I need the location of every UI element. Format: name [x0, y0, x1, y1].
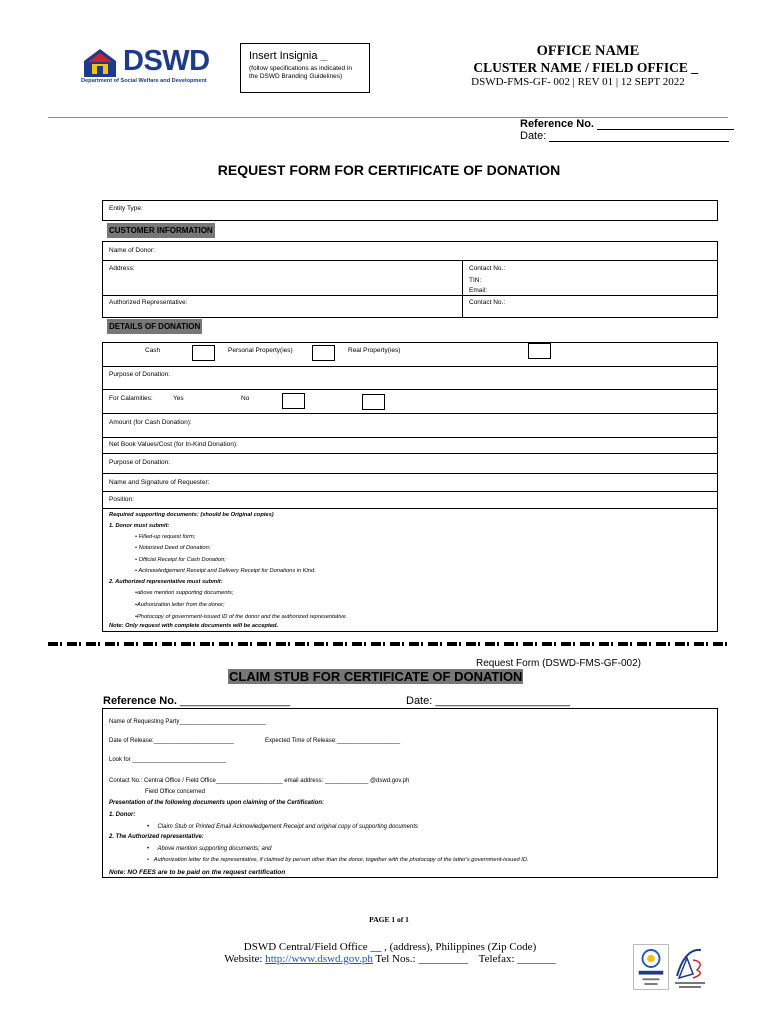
- footer-line-2: [200, 953, 580, 965]
- date-input[interactable]: [549, 141, 729, 142]
- requirements-note: Note: Only request with complete documents will be accepted.: [109, 623, 279, 629]
- section-customer-information: CUSTOMER INFORMATION: [107, 223, 215, 238]
- expected-time-field[interactable]: Expected Time of Release:___________________: [265, 738, 401, 744]
- address-label: Address:: [109, 265, 135, 272]
- tel-nos: Tel Nos.: _________: [375, 953, 468, 965]
- row-divider: [103, 260, 717, 261]
- stub-date-label: Date:: [406, 695, 433, 707]
- cut-line: [48, 642, 732, 646]
- iso-certification-badge-icon: [633, 944, 669, 990]
- rep-heading: 2. The Authorized representative:: [109, 834, 204, 840]
- dswd-emblem-icon: [80, 47, 120, 79]
- entity-type-field[interactable]: [102, 200, 718, 221]
- for-calamities-label: For Calamities:: [109, 395, 153, 402]
- no-label: No: [241, 395, 250, 402]
- email-label: Email:: [469, 287, 488, 294]
- stub-reference-label: Reference No.: [103, 695, 177, 707]
- requesting-party-field[interactable]: Name of Requesting Party__________________________: [109, 719, 267, 725]
- requirements-rep-heading: 2. Authorized representative must submit:: [109, 579, 223, 585]
- calamities-no-checkbox[interactable]: [362, 394, 385, 410]
- row-divider: [103, 389, 717, 390]
- real-property-label: Real Property(ies): [348, 347, 401, 354]
- office-block: [438, 43, 698, 88]
- rep-item: • Authorization letter for the representative, if claimed by person other than the donor, together with the photocopy of the latter's government-issued ID.: [147, 857, 529, 863]
- requirements-title: Required supporting documents: (should be Original copies): [109, 512, 274, 518]
- form-title: REQUEST FORM FOR CERTIFICATE OF DONATION: [217, 162, 561, 178]
- rep-contact-no-label: Contact No.:: [469, 299, 506, 306]
- purpose-2-label: Purpose of Donation:: [109, 459, 171, 466]
- stub-reference: [103, 695, 290, 707]
- column-divider: [462, 260, 463, 317]
- authorized-rep-label: Authorized Representative:: [109, 299, 188, 306]
- insignia-placeholder: [240, 43, 370, 93]
- position-label: Position:: [109, 496, 134, 503]
- insignia-note: (follow specifications as indicated in the DSWD Branding Guidelines): [249, 65, 352, 80]
- net-book-value-label: Net Book Values/Cost (for In-Kind Donation):: [109, 441, 238, 448]
- requirement-item: • Official Receipt for Cash Donation;: [135, 557, 226, 563]
- telefax: Telefax: _______: [478, 953, 556, 965]
- section-details-of-donation: DETAILS OF DONATION: [107, 319, 202, 334]
- donor-name-label: Name of Donor:: [109, 247, 155, 254]
- row-divider: [103, 413, 717, 414]
- website-link[interactable]: http://www.dswd.gov.ph: [265, 953, 373, 965]
- website-label: Website:: [224, 953, 263, 965]
- donor-heading: 1. Donor:: [109, 812, 136, 818]
- reference-block: [520, 118, 734, 142]
- row-divider: [103, 437, 717, 438]
- presentation-heading: Presentation of the following documents upon claiming of the Certification:: [109, 800, 325, 806]
- accreditation-badge-icon: [671, 944, 709, 990]
- row-divider: [103, 366, 717, 367]
- entity-type-label: Entity Type:: [109, 205, 143, 212]
- stub-date: [406, 695, 570, 707]
- calamities-yes-checkbox[interactable]: [282, 393, 305, 409]
- personal-property-label: Personal Property(ies): [228, 347, 293, 354]
- row-divider: [103, 491, 717, 492]
- requirement-item: • Acknowledgement Receipt and Delivery Receipt for Donations in Kind.: [135, 568, 316, 574]
- name-signature-label: Name and Signature of Requester:: [109, 479, 210, 486]
- requirement-item: •Authorization letter from the donor;: [135, 602, 225, 608]
- donation-details-table: [102, 342, 718, 632]
- no-fees-note: Note: NO FEES are to be paid on the request certification: [109, 869, 286, 876]
- cash-label: Cash: [145, 347, 161, 354]
- contact-no-label: Contact No.:: [469, 265, 506, 272]
- row-divider: [103, 508, 717, 509]
- yes-label: Yes: [173, 395, 184, 402]
- customer-information-table: [102, 241, 718, 318]
- stub-form-reference: Request Form (DSWD-FMS-GF-002): [476, 658, 642, 669]
- row-divider: [103, 295, 717, 296]
- donor-item: • Claim Stub or Printed Email Acknowledgement Receipt and original copy of supporting documents: [147, 824, 419, 830]
- reference-label: Reference No.: [520, 118, 594, 130]
- requirement-item: • Filled-up request form;: [135, 534, 196, 540]
- personal-property-checkbox[interactable]: [312, 345, 335, 361]
- claim-stub-box: [102, 708, 718, 878]
- stub-date-blank[interactable]: ______________________: [435, 695, 570, 707]
- cluster-name: CLUSTER NAME / FIELD OFFICE _: [473, 60, 698, 75]
- cash-checkbox[interactable]: [192, 345, 215, 361]
- requirement-item: • Notarized Deed of Donation;: [135, 545, 211, 551]
- requirements-donor-heading: 1. Donor must submit:: [109, 523, 170, 529]
- date-label: Date:: [520, 130, 547, 142]
- office-name: OFFICE NAME: [536, 43, 640, 59]
- dswd-logo: [80, 45, 232, 91]
- contact-field[interactable]: Contact No.: Central Office / Field Office____________________ email address: _____________ @dswd.gov.ph: [109, 778, 410, 784]
- rep-item: • Above mention supporting documents; and: [147, 846, 272, 852]
- insignia-title: Insert Insignia __: [249, 50, 328, 62]
- requirement-item: •Photocopy of government-issued ID of the donor and the authorized representative.: [135, 614, 348, 620]
- footer-line-1: DSWD Central/Field Office __ , (address), Philippines (Zip Code): [243, 941, 537, 953]
- row-divider: [103, 453, 717, 454]
- logo-wordmark: DSWD: [123, 45, 210, 77]
- date-of-release-field[interactable]: Date of Release:________________________: [109, 738, 234, 744]
- purpose-label: Purpose of Donation:: [109, 371, 171, 378]
- stub-reference-blank[interactable]: __________________: [180, 695, 291, 707]
- logo-subtitle: Department of Social Welfare and Development: [81, 78, 207, 84]
- row-divider: [103, 473, 717, 474]
- page-number: PAGE 1 of 1: [369, 915, 409, 924]
- footer-address: [200, 941, 580, 965]
- look-for-field[interactable]: Look for ____________________________: [109, 757, 226, 763]
- field-office-note: Field Office concerned: [145, 789, 205, 795]
- requirement-item: •above mention supporting documents;: [135, 590, 234, 596]
- document-code: DSWD-FMS-GF- 002 | REV 01 | 12 SEPT 2022: [471, 76, 685, 88]
- tin-label: TIN:: [469, 277, 482, 284]
- real-property-checkbox[interactable]: [528, 343, 551, 359]
- claim-stub-title: CLAIM STUB FOR CERTIFICATE OF DONATION: [229, 669, 523, 684]
- amount-label: Amount (for Cash Donation):: [109, 419, 192, 426]
